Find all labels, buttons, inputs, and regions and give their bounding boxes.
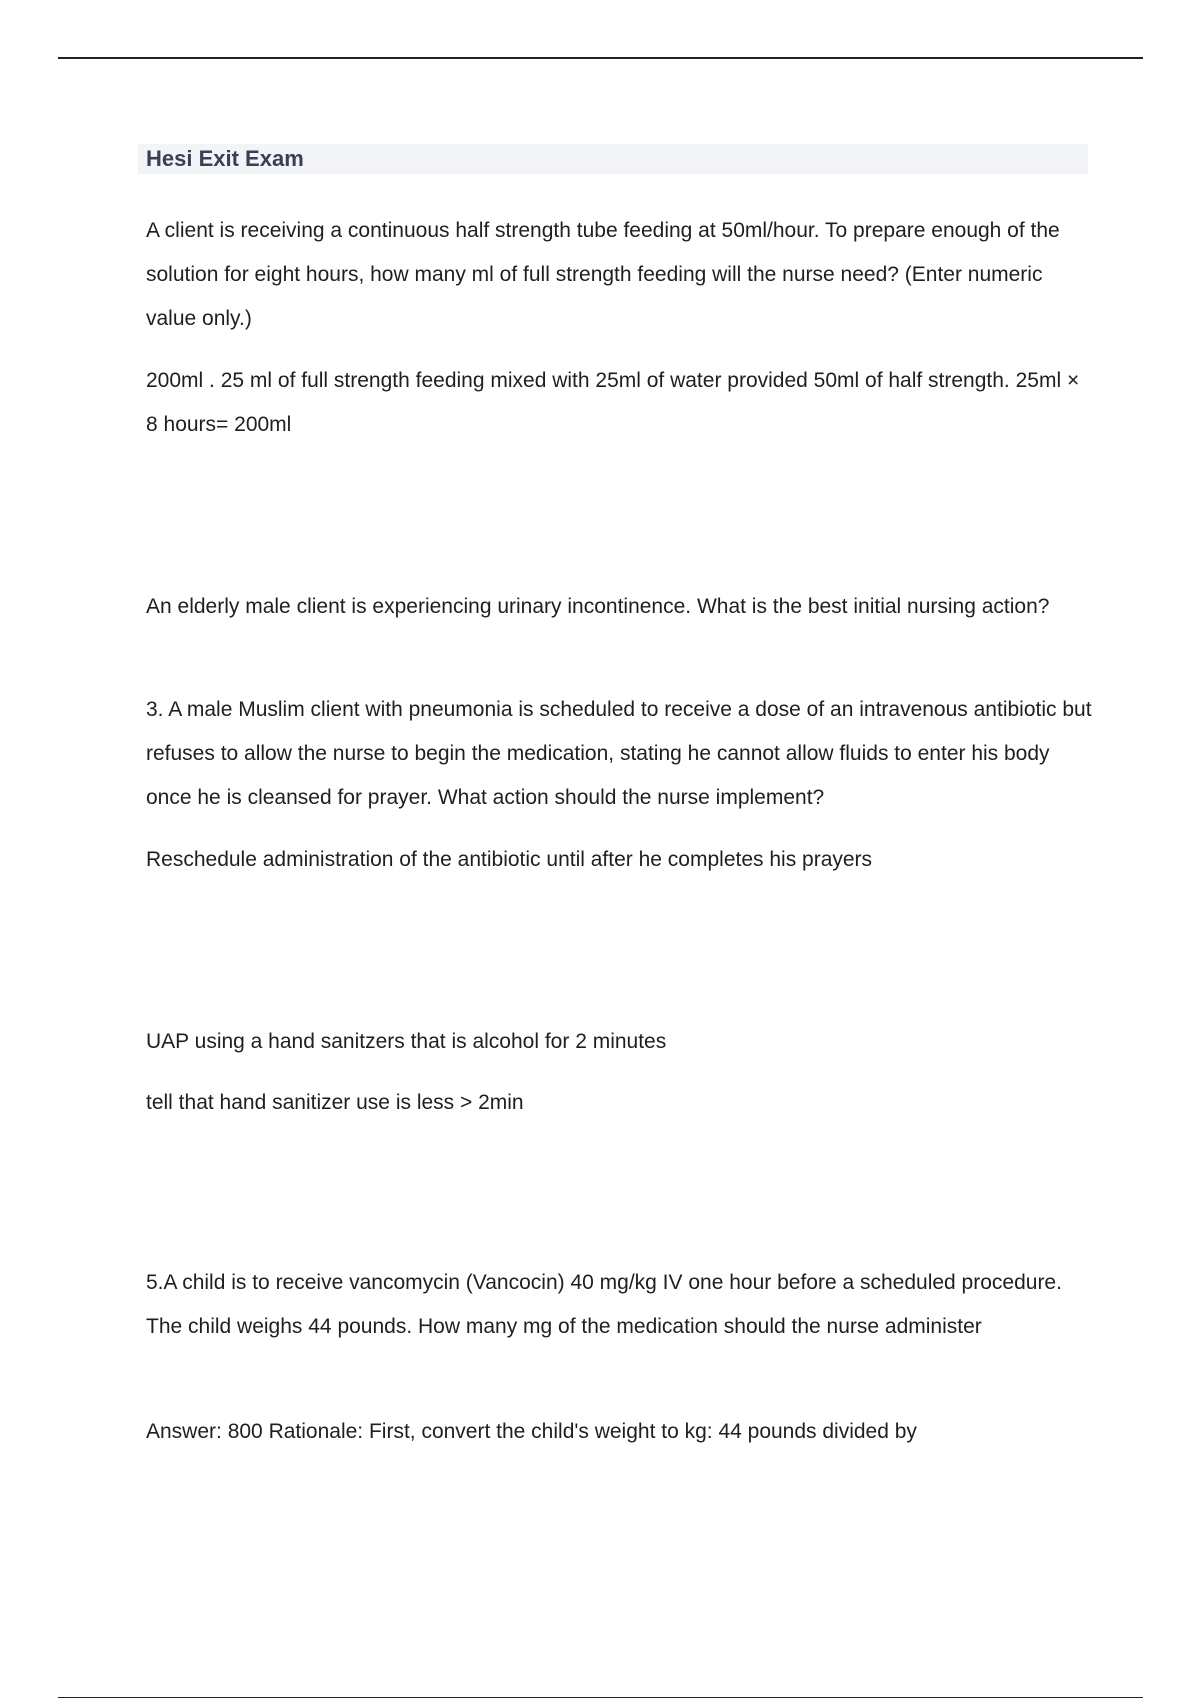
answer-muslim-client: Reschedule administration of the antibiotic until after he completes his prayers <box>146 848 873 871</box>
question-tube-feeding: A client is receiving a continuous half strength tube feeding at 50ml/hour. To prepare enough of the solution for eight hours, how many ml of full strength feeding will the nurse need? (Enter numeric value only.) <box>146 219 1060 330</box>
bottom-rule <box>58 1697 1143 1698</box>
question-urinary-incontinence: An elderly male client is experiencing urinary incontinence. What is the best initial nursing action? <box>146 595 1050 618</box>
answer-hand-sanitizer: tell that hand sanitizer use is less > 2min <box>146 1091 524 1114</box>
question-hand-sanitizer: UAP using a hand sanitzers that is alcohol for 2 minutes <box>146 1030 667 1053</box>
document-title: Hesi Exit Exam <box>146 146 304 171</box>
question-muslim-client: 3. A male Muslim client with pneumonia is scheduled to receive a dose of an intravenous antibiotic but refuses to allow the nurse to begin the medication, stating he cannot allow fluids to enter his body once he is cleansed for prayer. What action should the nurse implement? <box>146 698 1092 809</box>
top-rule <box>58 57 1143 59</box>
answer-tube-feeding: 200ml . 25 ml of full strength feeding mixed with 25ml of water provided 50ml of half strength. 25ml × 8 hours= 200ml <box>146 369 1080 436</box>
question-vancomycin: 5.A child is to receive vancomycin (Vancocin) 40 mg/kg IV one hour before a scheduled procedure. The child weighs 44 pounds. How many mg of the medication should the nurse administer <box>146 1271 1062 1338</box>
answer-vancomycin: Answer: 800 Rationale: First, convert the child's weight to kg: 44 pounds divided by <box>146 1420 917 1443</box>
